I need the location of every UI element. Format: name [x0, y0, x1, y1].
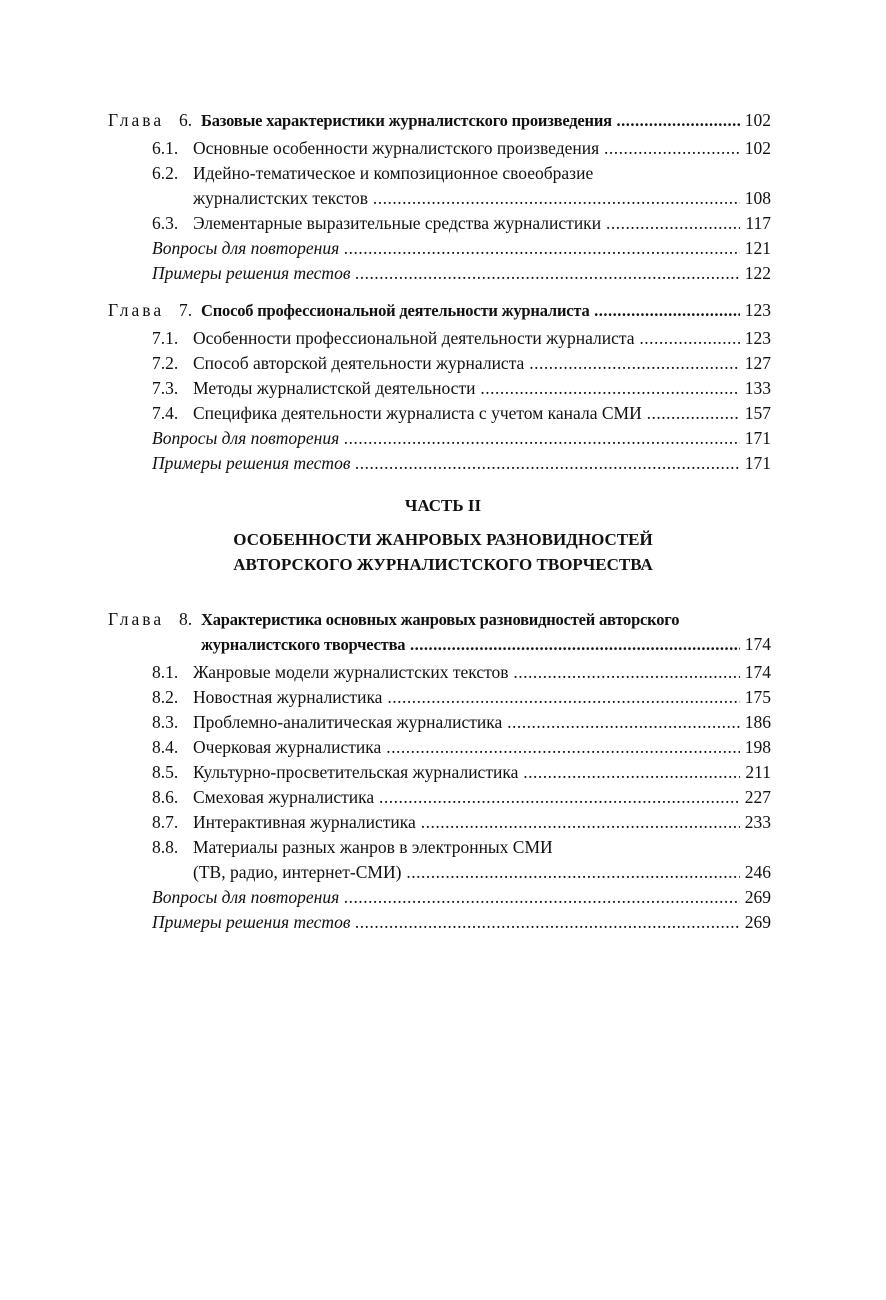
toc-entry-6-2[interactable]	[0, 161, 886, 186]
page-number: 233	[744, 812, 771, 832]
chapter-8-heading-cont[interactable]	[0, 632, 886, 657]
page-number: 122	[744, 263, 771, 283]
page-number: 269	[744, 887, 771, 907]
questions-title: Вопросы для повторения .....	[152, 236, 740, 261]
toc-entry-8-1[interactable]	[0, 660, 886, 685]
section-title: Проблемно-аналитическая журналистика .....	[193, 710, 740, 735]
section-title: Специфика деятельности журналиста с учетом канала СМИ .....	[193, 401, 740, 426]
page-number: 174	[744, 634, 771, 654]
chapter-label: Глава	[108, 110, 165, 130]
toc-entry-7-questions[interactable]	[0, 426, 886, 451]
toc-entry-7-4[interactable]	[0, 401, 886, 426]
toc-entry-6-2-cont[interactable]	[0, 186, 886, 211]
chapter-title: Способ профессиональной деятельности журналиста .....	[201, 298, 740, 323]
section-title: Идейно-тематическое и композиционное своеобразие	[193, 163, 594, 183]
section-title: Культурно-просветительская журналистика .....	[193, 760, 740, 785]
section-number: 7.3.	[152, 378, 179, 398]
section-title: Жанровые модели журналистских текстов .....	[193, 660, 740, 685]
questions-title: Вопросы для повторения .....	[152, 885, 740, 910]
toc-entry-8-5[interactable]	[0, 760, 886, 785]
page-number: 108	[744, 188, 771, 208]
section-number: 8.4.	[152, 737, 179, 757]
part-title-line-1: ОСОБЕННОСТИ ЖАНРОВЫХ РАЗНОВИДНОСТЕЙ	[233, 530, 653, 549]
tests-title: Примеры решения тестов .....	[152, 910, 740, 935]
section-title-continued: журналистских текстов .....	[193, 186, 740, 211]
part-title-line-2: АВТОРСКОГО ЖУРНАЛИСТСКОГО ТВОРЧЕСТВА	[233, 555, 653, 574]
section-number: 8.5.	[152, 762, 179, 782]
toc-entry-7-3[interactable]	[0, 376, 886, 401]
toc-entry-8-3[interactable]	[0, 710, 886, 735]
section-title: Способ авторской деятельности журналиста .....	[193, 351, 740, 376]
tests-title: Примеры решения тестов .....	[152, 451, 740, 476]
section-title: Основные особенности журналистского произведения .....	[193, 136, 740, 161]
toc-entry-6-3[interactable]	[0, 211, 886, 236]
toc-entry-8-questions[interactable]	[0, 885, 886, 910]
page-number: 227	[744, 787, 771, 807]
section-title-continued: (ТВ, радио, интернет-СМИ) .....	[193, 860, 740, 885]
section-title: Интерактивная журналистика .....	[193, 810, 740, 835]
section-title: Элементарные выразительные средства журналистики .....	[193, 211, 740, 236]
page-number: 174	[744, 662, 771, 682]
page-number: 102	[744, 138, 771, 158]
section-title: Особенности профессиональной деятельности журналиста .....	[193, 326, 740, 351]
page-number: 175	[744, 687, 771, 707]
page-number: 186	[744, 712, 771, 732]
section-number: 6.2.	[152, 163, 179, 183]
section-number: 7.4.	[152, 403, 179, 423]
section-number: 8.2.	[152, 687, 179, 707]
toc-entry-6-questions[interactable]	[0, 236, 886, 261]
toc-entry-7-tests[interactable]	[0, 451, 886, 476]
page-number: 123	[744, 300, 771, 320]
page-number: 157	[744, 403, 771, 423]
page-number: 123	[744, 328, 771, 348]
toc-entry-8-7[interactable]	[0, 810, 886, 835]
chapter-number: 6.	[179, 110, 193, 130]
page-number: 133	[744, 378, 771, 398]
toc-entry-8-tests[interactable]	[0, 910, 886, 935]
chapter-7-heading[interactable]	[0, 298, 886, 323]
chapter-title: Характеристика основных жанровых разновидностей авторского	[201, 610, 680, 629]
page-number: 246	[744, 862, 771, 882]
section-number: 8.6.	[152, 787, 179, 807]
section-number: 6.1.	[152, 138, 179, 158]
part-label: ЧАСТЬ II	[404, 496, 482, 515]
section-title: Методы журналистской деятельности .....	[193, 376, 740, 401]
page-number: 127	[744, 353, 771, 373]
tests-title: Примеры решения тестов .....	[152, 261, 740, 286]
section-number: 8.3.	[152, 712, 179, 732]
toc-entry-7-2[interactable]	[0, 351, 886, 376]
toc-entry-8-4[interactable]	[0, 735, 886, 760]
page-number: 171	[744, 453, 771, 473]
section-number: 8.8.	[152, 837, 179, 857]
section-title: Новостная журналистика .....	[193, 685, 740, 710]
section-number: 6.3.	[152, 213, 179, 233]
page-number: 102	[744, 110, 771, 130]
toc-entry-8-6[interactable]	[0, 785, 886, 810]
toc-entry-8-8-cont[interactable]	[0, 860, 886, 885]
page-number: 198	[744, 737, 771, 757]
section-number: 7.1.	[152, 328, 179, 348]
toc-entry-8-8[interactable]	[0, 835, 886, 860]
page-number: 171	[744, 428, 771, 448]
toc-entry-6-tests[interactable]	[0, 261, 886, 286]
chapter-number: 7.	[179, 300, 193, 320]
chapter-title-continued: журналистского творчества .....	[201, 632, 740, 657]
section-number: 8.1.	[152, 662, 179, 682]
section-number: 7.2.	[152, 353, 179, 373]
chapter-title: Базовые характеристики журналистского произведения .....	[201, 108, 740, 133]
chapter-8-heading[interactable]	[0, 607, 886, 632]
chapter-label: Глава	[108, 609, 165, 629]
toc-entry-7-1[interactable]	[0, 326, 886, 351]
page-number: 117	[745, 213, 771, 233]
section-number: 8.7.	[152, 812, 179, 832]
section-title: Смеховая журналистика .....	[193, 785, 740, 810]
page-number: 211	[745, 762, 771, 782]
chapter-number: 8.	[179, 609, 193, 629]
toc-entry-6-1[interactable]	[0, 136, 886, 161]
toc-entry-8-2[interactable]	[0, 685, 886, 710]
page-number: 269	[744, 912, 771, 932]
chapter-6-heading[interactable]	[0, 108, 886, 133]
chapter-label: Глава	[108, 300, 165, 320]
section-title: Материалы разных жанров в электронных СМИ	[193, 837, 553, 857]
section-title: Очерковая журналистика .....	[193, 735, 740, 760]
page-number: 121	[744, 238, 771, 258]
questions-title: Вопросы для повторения .....	[152, 426, 740, 451]
